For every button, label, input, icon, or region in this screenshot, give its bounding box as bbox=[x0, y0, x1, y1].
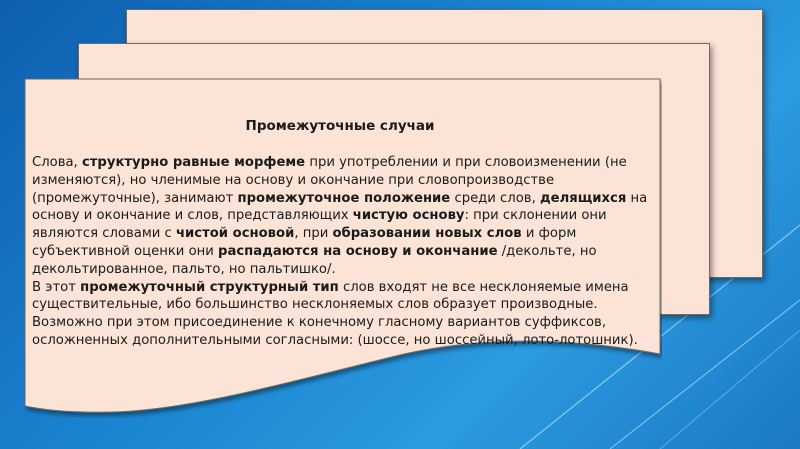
text-run: В этот bbox=[32, 279, 81, 295]
bold-text-run: чистой основой bbox=[175, 226, 295, 242]
slide-body bbox=[32, 154, 658, 350]
text-run: /декольте, но декольтированное, пальто, но пальтишко/. bbox=[32, 243, 597, 277]
text-run: слов входят не все несклоняемые имена существительные, ибо большинство несклоняемых слов образует производные. Возможно при этом присоединение к конечному гласному вариантов суффиксов, осложненных дополнительными согласными: (шоссе, но шоссейный, лото-лотошник). bbox=[32, 279, 638, 348]
paragraph-1 bbox=[32, 154, 658, 279]
paragraph-2 bbox=[32, 279, 658, 350]
bold-text-run: промежуточное положение bbox=[237, 190, 451, 206]
bold-text-run: делящихся bbox=[539, 190, 627, 206]
text-run: среди слов, bbox=[450, 190, 540, 206]
bold-text-run: чистую основу bbox=[352, 208, 465, 224]
text-run: Слова, bbox=[32, 155, 82, 170]
text-run: при употреблении и при словоизменении (не изменяются), но членимые на основу и окончание при словопроизводстве (промежуточные), занимают bbox=[32, 155, 627, 206]
bold-text-run: образовании новых слов bbox=[332, 226, 522, 242]
bold-text-run: структурно равные морфеме bbox=[81, 155, 306, 170]
slide-title: Промежуточные случаи bbox=[245, 118, 435, 134]
text-run: , при bbox=[294, 226, 333, 242]
text-run: и форм субъективной оценки они bbox=[32, 226, 577, 259]
bold-text-run: распадаются на основу и окончание bbox=[218, 243, 498, 259]
bold-text-run: промежуточный структурный тип bbox=[80, 279, 339, 295]
text-run: : при склонении они являются словами с bbox=[32, 208, 607, 242]
text-run: на основу и окончание и слов, представляющих bbox=[32, 190, 648, 224]
